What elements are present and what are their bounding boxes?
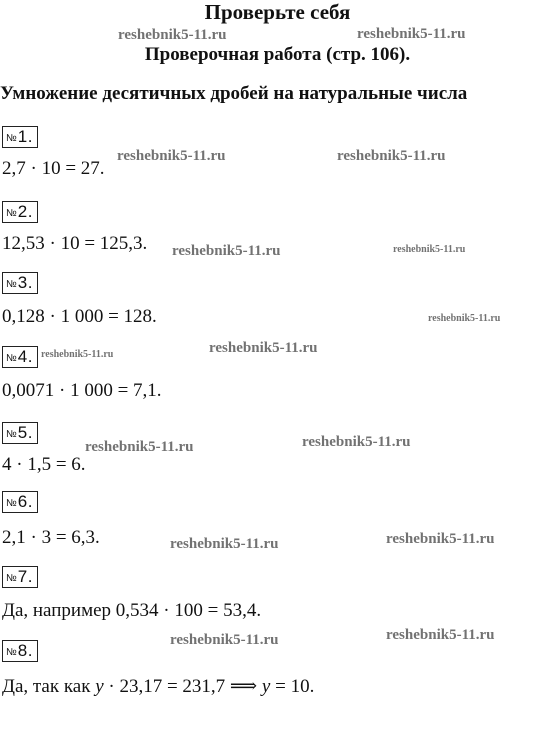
task-number-8: №8.	[2, 640, 38, 662]
watermark: reshebnik5-11.ru	[386, 627, 495, 643]
task-answer-5: 4 · 1,5 = 6.	[2, 454, 86, 475]
watermark: reshebnik5-11.ru	[41, 349, 114, 360]
watermark: reshebnik5-11.ru	[117, 148, 226, 164]
watermark: reshebnik5-11.ru	[170, 536, 279, 552]
watermark: reshebnik5-11.ru	[393, 244, 466, 255]
task-number-4: №4.	[2, 346, 38, 368]
task-answer-3: 0,128 · 1 000 = 128.	[2, 306, 157, 327]
watermark: reshebnik5-11.ru	[357, 26, 466, 42]
task-answer-4: 0,0071 · 1 000 = 7,1.	[2, 380, 162, 401]
watermark: reshebnik5-11.ru	[209, 340, 318, 356]
task-answer-7: Да, например 0,534 · 100 = 53,4.	[2, 600, 262, 621]
watermark: reshebnik5-11.ru	[386, 531, 495, 547]
watermark: reshebnik5-11.ru	[85, 439, 194, 455]
task-number-3: №3.	[2, 272, 38, 294]
task-answer-8: Да, так как y · 23,17 = 231,7 ⟹ y = 10.	[2, 676, 315, 697]
task-number-2: №2.	[2, 201, 38, 223]
watermark: reshebnik5-11.ru	[172, 243, 281, 259]
task-answer-2: 12,53 · 10 = 125,3.	[2, 233, 148, 254]
watermark: reshebnik5-11.ru	[170, 632, 279, 648]
watermark: reshebnik5-11.ru	[302, 434, 411, 450]
task-answer-1: 2,7 · 10 = 27.	[2, 158, 105, 179]
task-answer-6: 2,1 · 3 = 6,3.	[2, 527, 100, 548]
watermark: reshebnik5-11.ru	[118, 27, 227, 43]
page-title: Проверьте себя	[204, 0, 351, 24]
task-number-6: №6.	[2, 491, 38, 513]
watermark: reshebnik5-11.ru	[428, 313, 501, 324]
watermark: reshebnik5-11.ru	[337, 148, 446, 164]
task-number-7: №7.	[2, 566, 38, 588]
task-number-1: №1.	[2, 126, 38, 148]
topic-heading: Умножение десятичных дробей на натуральные числа	[0, 83, 468, 104]
work-title: Проверочная работа (стр. 106).	[144, 44, 411, 65]
task-number-5: №5.	[2, 422, 38, 444]
